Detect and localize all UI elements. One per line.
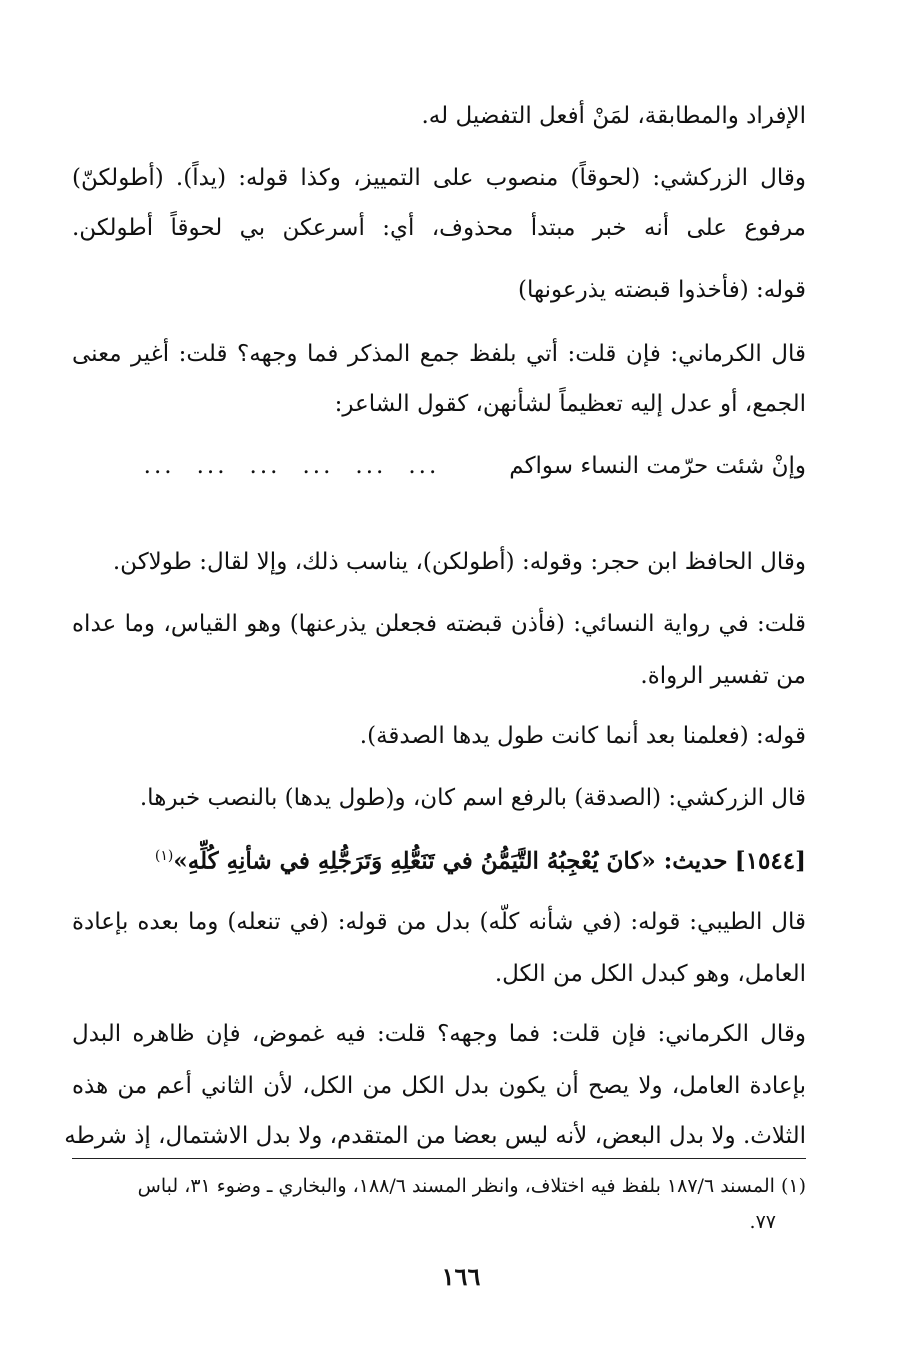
verse-dots: ...	[302, 453, 334, 479]
text-line: وقال الزركشي: (لحوقاً) منصوب على التمييز، وكذا قوله: (يداً). (أطولكنّ)	[72, 165, 806, 191]
text-line: مرفوع على أنه خبر مبتدأ محذوف، أي: أسرعكن بي لحوقاً أطولكن.	[72, 215, 806, 241]
text-line: الجمع، أو عدل إليه تعظيماً لشأنهن، كقول الشاعر:	[334, 391, 806, 417]
footnote-divider	[72, 1158, 806, 1159]
footnote-line: (١) المسند ١٨٧/٦ بلفظ فيه اختلاف، وانظر المسند ١٨٨/٦، والبخاري ـ وضوء ٣١، لباس	[137, 1175, 806, 1197]
footnote-ref: (١)	[154, 848, 174, 864]
text-line: العامل، وهو كبدل الكل من الكل.	[494, 961, 806, 987]
hadith-number: [١٥٤٤]	[734, 847, 806, 875]
hadith-line	[72, 840, 806, 878]
text-line: قلت: في رواية النسائي: (فأذن قبضته فجعلن يذرعنها) وهو القياس، وما عداه	[72, 611, 806, 637]
text-line: قال الطيبي: قوله: (في شأنه كلّه) بدل من قوله: (في تنعله) وما بعده بإعادة	[72, 909, 806, 935]
verse-dots: ...	[408, 453, 440, 479]
text-line: من تفسير الرواة.	[640, 663, 806, 689]
verse-dots: ...	[196, 453, 228, 479]
text-line: قوله: (فعلمنا بعد أنما كانت طول يدها الصدقة).	[359, 723, 806, 749]
text-line: وقال الحافظ ابن حجر: وقوله: (أطولكن)، يناسب ذلك، وإلا لقال: طولاكن.	[112, 549, 806, 575]
text-line: قوله: (فأخذوا قبضته يذرعونها)	[518, 277, 806, 303]
text-line: بإعادة العامل، ولا يصح أن يكون بدل الكل من الكل، لأن الثاني أعم من هذه	[72, 1073, 806, 1099]
verse-hemistich: وإنْ شئت حرّمت النساء سواكم	[509, 453, 806, 479]
text-line: وقال الكرماني: فإن قلت: فما وجهه؟ قلت: فيه غموض، فإن ظاهره البدل	[72, 1021, 806, 1047]
text-line: قال الكرماني: فإن قلت: أتي بلفظ جمع المذكر فما وجهه؟ قلت: أغير معنى	[72, 341, 806, 367]
footnote-line: ٧٧.	[749, 1211, 776, 1233]
verse-dots: ...	[143, 453, 175, 479]
page-number: ١٦٦	[441, 1262, 481, 1291]
hadith-text: حديث: «كانَ يُعْجِبُهُ التَّيَمُّنُ في تَنَعُّلِهِ وَتَرَجُّلِهِ في شأنِهِ كُلِّهِ»	[173, 847, 728, 875]
verse-line	[72, 450, 806, 482]
verse-dots: ...	[355, 453, 387, 479]
text-line: قال الزركشي: (الصدقة) بالرفع اسم كان، و(طول يدها) بالنصب خبرها.	[139, 785, 806, 811]
text-line: الثلاث. ولا بدل البعض، لأنه ليس بعضا من المتقدم، ولا بدل الاشتمال، إذ شرطه	[64, 1123, 806, 1149]
text-line: الإفراد والمطابقة، لمَنْ أفعل التفضيل له.	[421, 103, 806, 129]
verse-dots: ...	[249, 453, 281, 479]
